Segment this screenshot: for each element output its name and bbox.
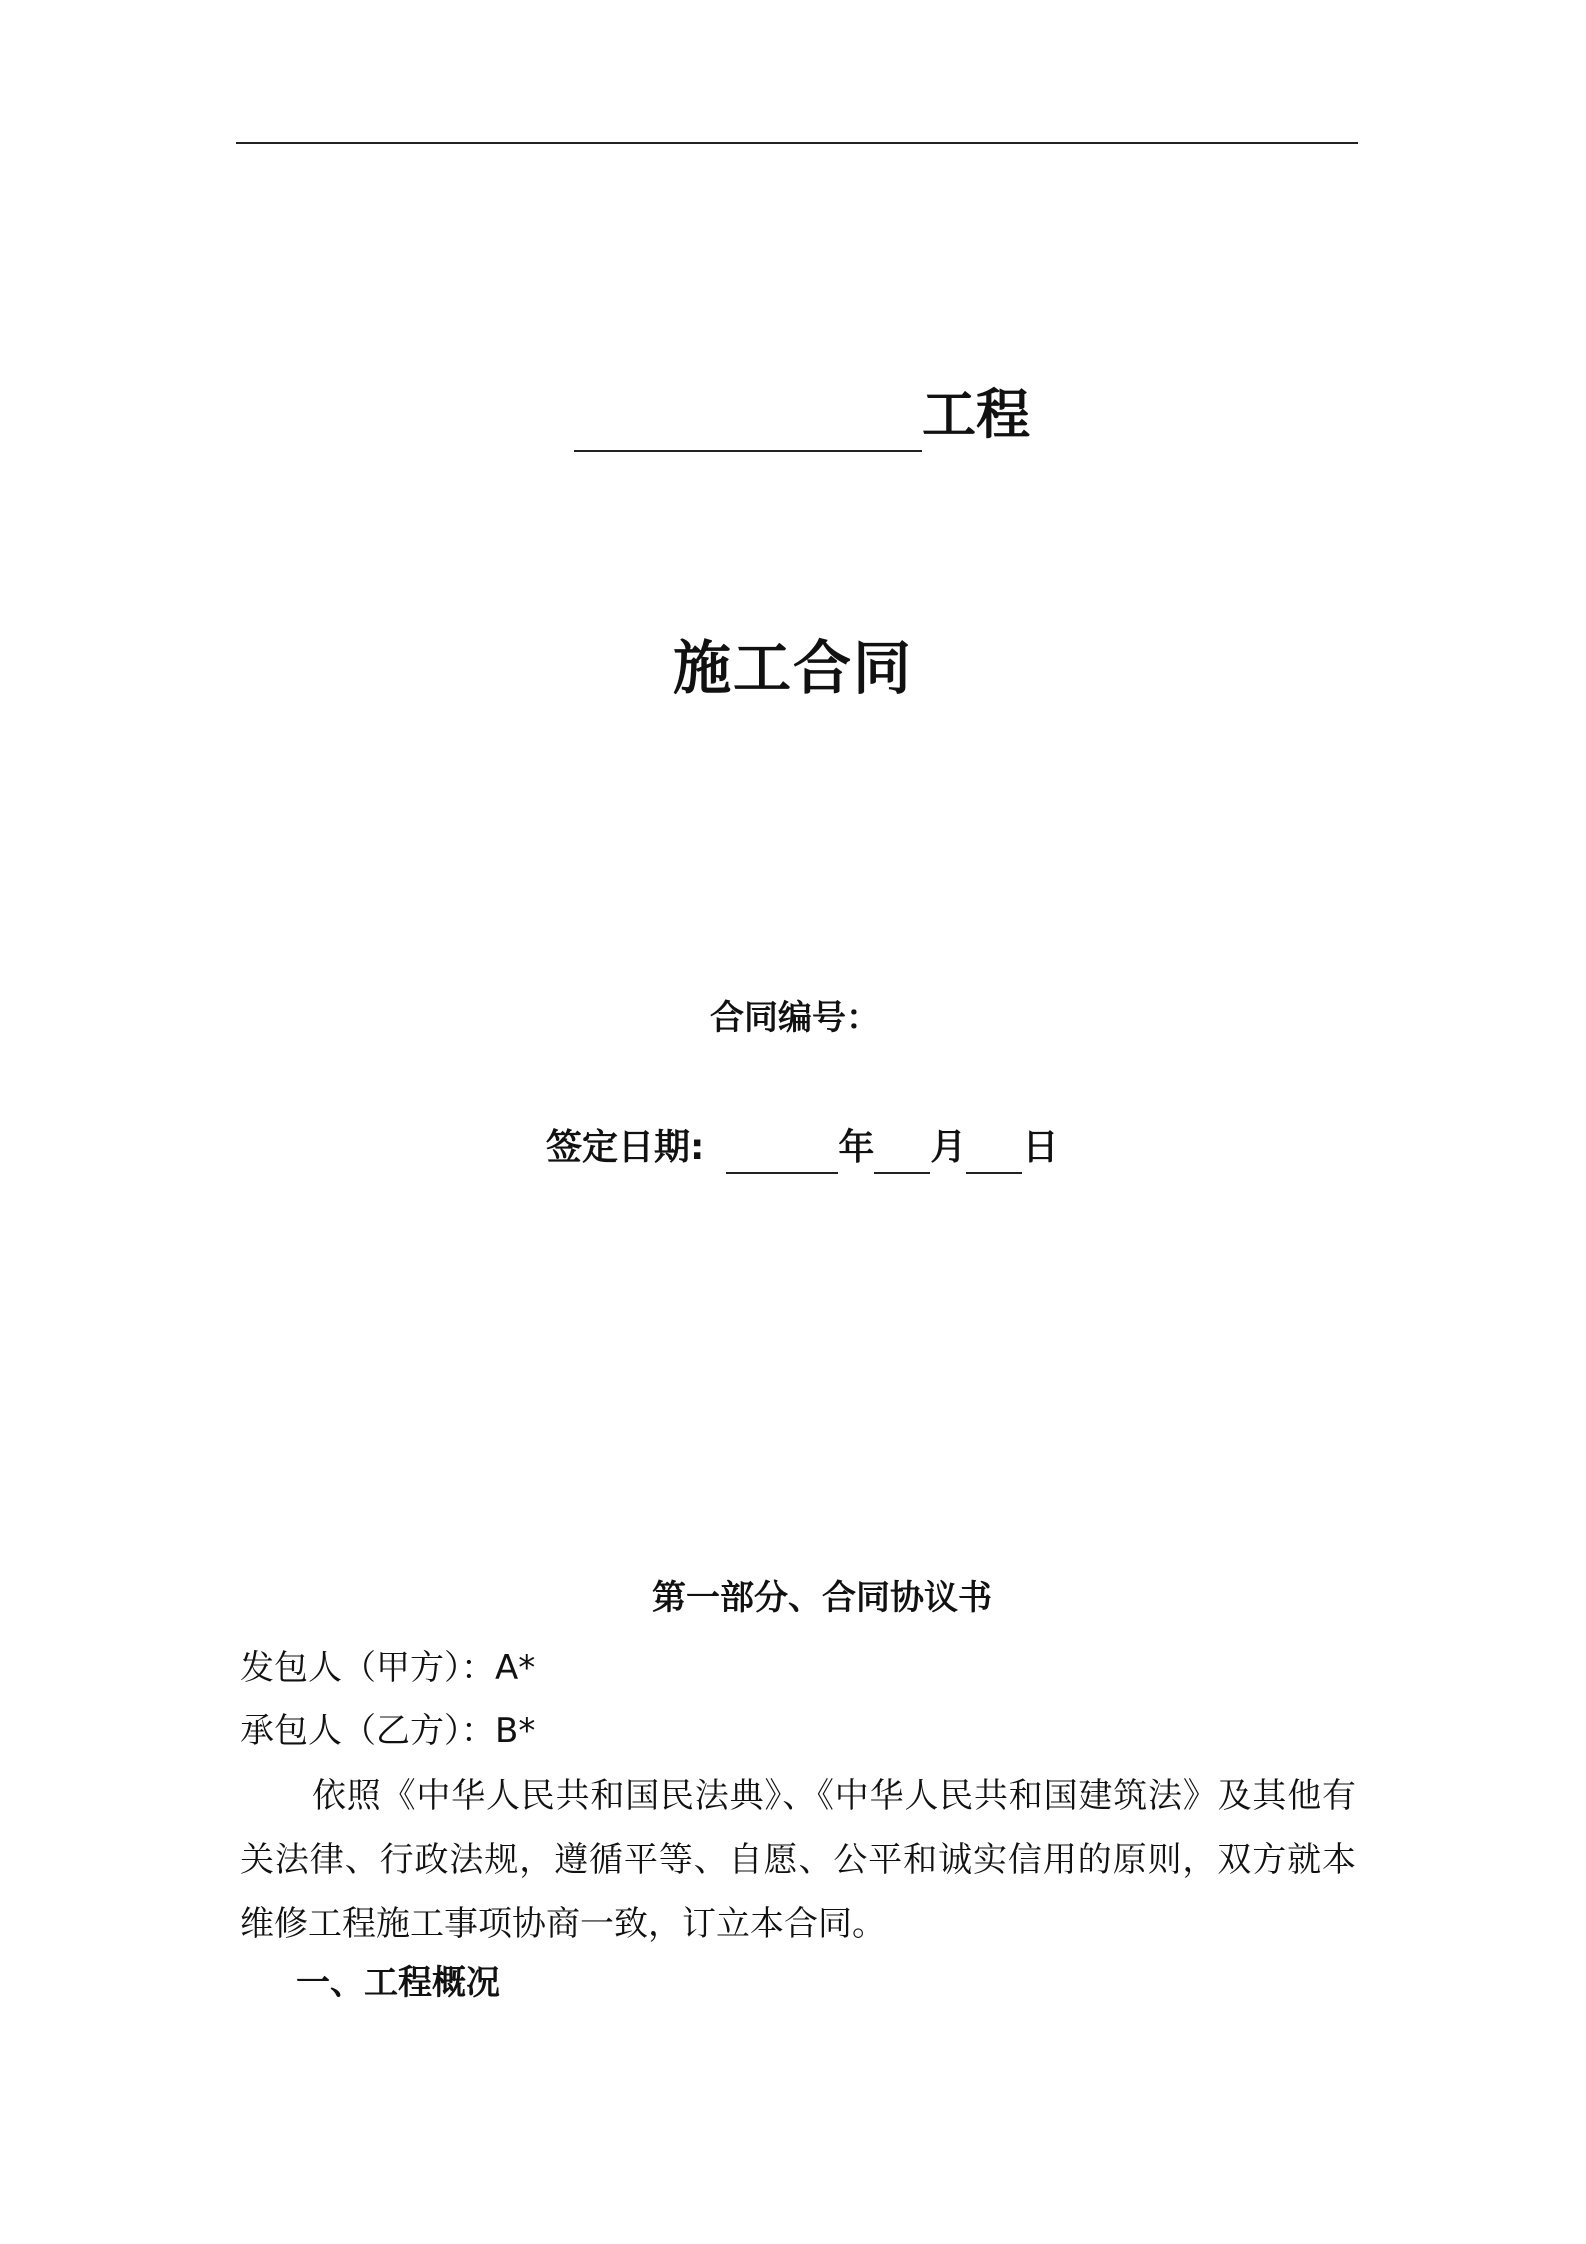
year-blank — [726, 1120, 838, 1174]
part-one-title: 第一部分、合同协议书 — [652, 1578, 992, 1618]
party-b: 承包人（乙方）：B* — [240, 1711, 536, 1751]
year-label: 年 — [838, 1127, 875, 1168]
project-title — [0, 380, 1586, 460]
contract-title: 施工合同 — [672, 634, 913, 702]
project-title-suffix: 工程 — [922, 383, 1030, 446]
day-label: 日 — [1022, 1127, 1059, 1168]
party-a: 发包人（甲方）：A* — [240, 1648, 536, 1688]
day-blank — [966, 1120, 1022, 1174]
sign-date-label: 签定日期: — [546, 1127, 705, 1168]
month-label: 月 — [930, 1127, 967, 1168]
month-blank — [874, 1120, 930, 1174]
project-name-blank — [574, 450, 922, 452]
header-rule — [236, 142, 1358, 144]
contract-number-label: 合同编号： — [710, 998, 880, 1038]
sign-date-line — [546, 1120, 1058, 1180]
intro-paragraph: 依照《中华人民共和国民法典》、《中华人民共和国建筑法》及其他有关法律、行政法规，遵循平等、自愿、公平和诚实信用的原则，双方就本维修工程施工事项协商一致，订立本合同。 — [240, 1776, 1356, 1944]
section-1-heading: 一、工程概况 — [296, 1963, 500, 2003]
